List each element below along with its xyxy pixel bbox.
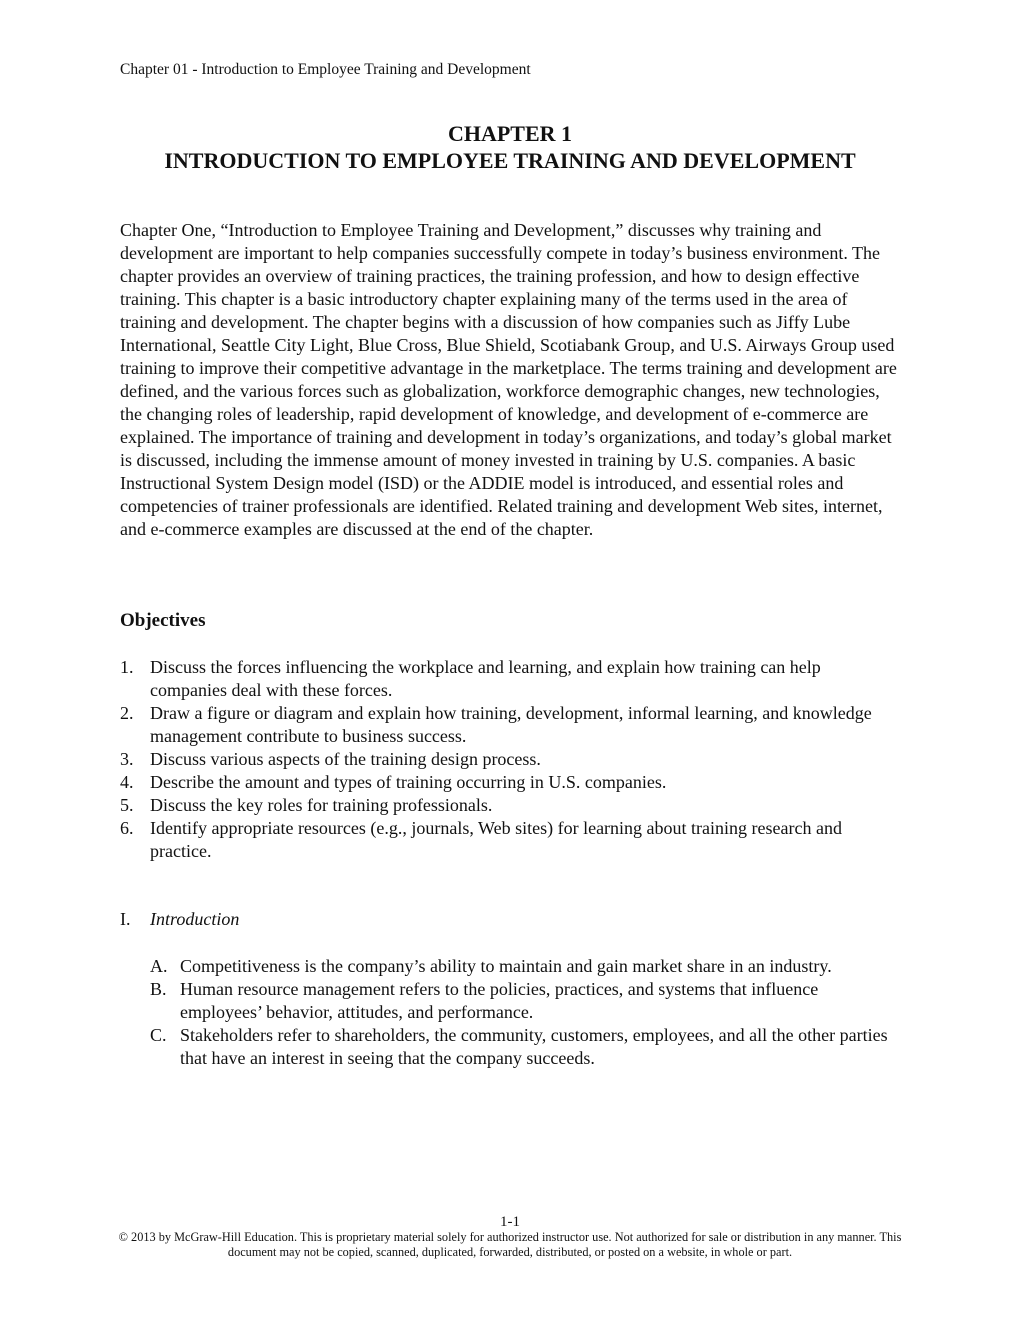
section-list [150, 955, 902, 1070]
item-number: 1. [120, 657, 134, 677]
list-item [150, 978, 902, 1024]
list-item [150, 1024, 902, 1070]
chapter-title: INTRODUCTION TO EMPLOYEE TRAINING AND DEVELOPMENT [164, 148, 856, 173]
item-text: Competitiveness is the company’s ability to maintain and gain market share in an industry. [180, 956, 832, 976]
item-text: Human resource management refers to the policies, practices, and systems that influence employees’ behavior, attitudes, and performance. [180, 979, 819, 1022]
item-letter: B. [150, 979, 167, 999]
item-text: Discuss various aspects of the training design process. [150, 749, 541, 769]
list-item [120, 748, 900, 771]
chapter-number: CHAPTER 1 [447, 121, 573, 146]
running-header: Chapter 01 - Introduction to Employee Training and Development [120, 61, 531, 78]
item-letter: A. [150, 956, 168, 976]
item-text: Discuss the forces influencing the workplace and learning, and explain how training can help companies deal with these forces. [150, 657, 821, 700]
item-letter: C. [150, 1025, 167, 1045]
page-number: 1-1 [500, 1214, 520, 1230]
objectives-list [120, 656, 900, 863]
item-text: Draw a figure or diagram and explain how training, development, informal learning, and knowledge management contribute to business success. [150, 703, 872, 746]
item-text: Stakeholders refer to shareholders, the community, customers, employees, and all the other parties that have an interest in seeing that the company succeeds. [180, 1025, 888, 1068]
list-item [150, 955, 902, 978]
section-title: Introduction [150, 909, 240, 929]
intro-paragraph: Chapter One, “Introduction to Employee Training and Development,” discusses why training and development are important to help companies successfully compete in today’s business environment. The chapter provides an overview of training practices, the training profession, and how to design effective training. This chapter is a basic introductory chapter explaining many of the terms used in the area of training and development. The chapter begins with a discussion of how companies such as Jiffy Lube International, Seattle City Light, Blue Cross, Blue Shield, Scotiabank Group, and U.S. Airways Group used training to improve their competitive advantage in the marketplace. The terms training and development are defined, and the various forces such as globalization, workforce demographic changes, new technologies, the changing roles of leadership, rapid development of knowledge, and development of e-commerce are explained. The importance of training and development in today’s organizations, and today’s global market is discussed, including the immense amount of money invested in training by U.S. companies. A basic Instructional System Design model (ISD) or the ADDIE model is introduced, and essential roles and competencies of trainer professionals are identified. Related training and development Web sites, internet, and e-commerce examples are discussed at the end of the chapter. [120, 220, 897, 539]
item-text: Identify appropriate resources (e.g., journals, Web sites) for learning about training research and practice. [150, 818, 842, 861]
list-item [120, 656, 900, 702]
list-item [120, 817, 900, 863]
section-number: I. [120, 909, 131, 929]
item-text: Describe the amount and types of training occurring in U.S. companies. [150, 772, 667, 792]
list-item [120, 794, 900, 817]
item-number: 2. [120, 703, 134, 723]
section-heading [120, 909, 239, 930]
list-item [120, 702, 900, 748]
objectives-heading: Objectives [120, 610, 206, 631]
item-number: 6. [120, 818, 134, 838]
item-text: Discuss the key roles for training professionals. [150, 795, 493, 815]
copyright-notice: © 2013 by McGraw-Hill Education. This is proprietary material solely for authorized instructor use. Not authorized for sale or distribution in any manner. This document may not be copied, scanned, duplicated, forwarded, distributed, or posted on a website, in whole or part. [118, 1230, 902, 1259]
item-number: 4. [120, 772, 134, 792]
item-number: 5. [120, 795, 134, 815]
item-number: 3. [120, 749, 134, 769]
list-item [120, 771, 900, 794]
